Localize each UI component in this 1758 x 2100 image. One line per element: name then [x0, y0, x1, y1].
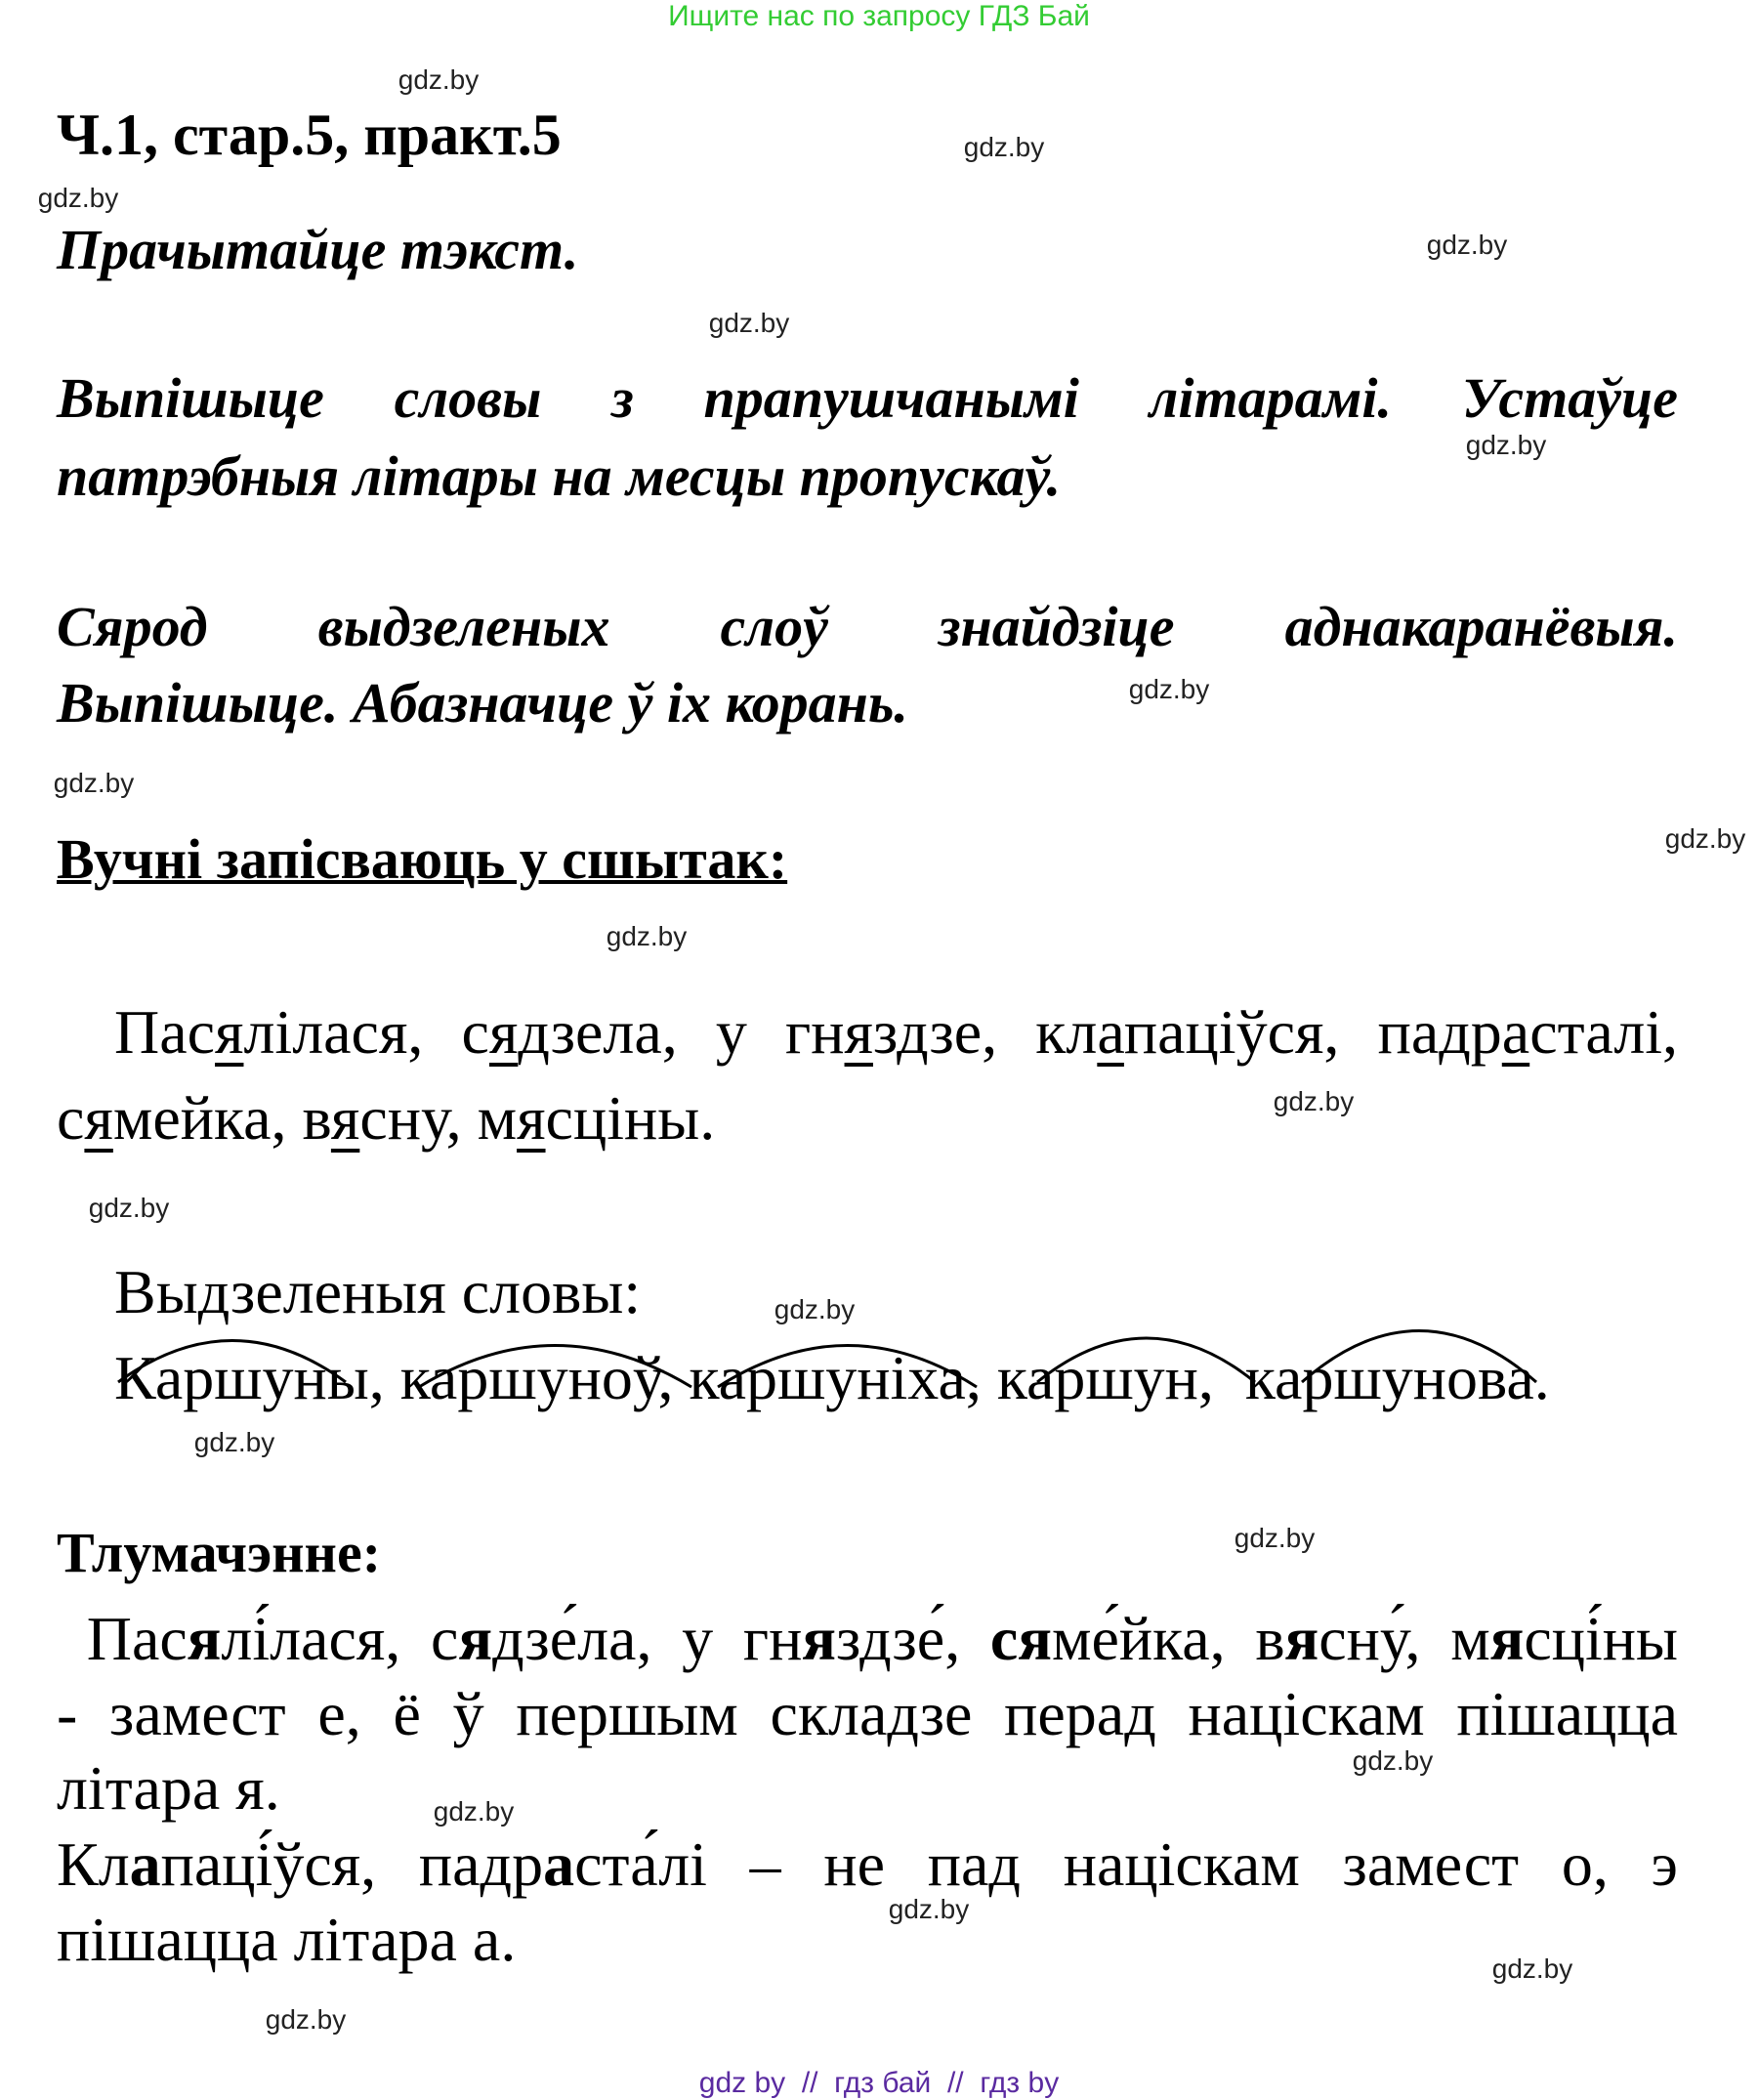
inserted-letter: а	[1501, 997, 1530, 1067]
watermark: gdz.by	[1273, 1086, 1355, 1116]
text-segment: сталі,	[1529, 997, 1679, 1067]
task-instruction-line: Выпішыце словы з прапушчанымі літарамі. Устаўце	[57, 366, 1678, 430]
watermark: gdz.by	[963, 132, 1045, 162]
explanation-line	[57, 1603, 1678, 1675]
inserted-letter: я	[517, 1083, 546, 1153]
text-segment: здзе, кл	[872, 997, 1098, 1067]
watermark: gdz.by	[1352, 1745, 1434, 1776]
watermark: gdz.by	[1128, 674, 1210, 704]
answer-line	[57, 1082, 715, 1155]
highlighted-letter: я	[1489, 1604, 1525, 1673]
watermark: gdz.by	[606, 921, 688, 951]
watermark: gdz.by	[1426, 230, 1508, 260]
text-segment: - замест е, ё ў першым складзе перад націскам пішацца	[57, 1679, 1678, 1748]
text-segment: ме́йка, в	[1051, 1604, 1285, 1673]
text-segment: лі́лася, с	[221, 1604, 459, 1673]
text-segment: пішацца літара а.	[57, 1905, 517, 1974]
text-segment: дзе́ла, у гн	[492, 1604, 803, 1673]
text-segment: Пас	[114, 997, 216, 1067]
inserted-letter: я	[215, 997, 244, 1067]
top-search-link[interactable]: Ищите нас по запросу ГДЗ Бай	[668, 0, 1090, 32]
highlighted-letter: я	[187, 1604, 222, 1673]
text-segment: паціўся, падр	[1123, 997, 1502, 1067]
footer-links[interactable]: gdz by // гдз бай // гдз by	[698, 2067, 1060, 2099]
highlighted-letter: я	[1284, 1604, 1319, 1673]
text-segment: ста́лі – не пад націскам замест о, э	[574, 1829, 1678, 1899]
explanation-heading: Тлумачэнне:	[57, 1521, 382, 1584]
inserted-letter: я	[330, 1083, 360, 1153]
inserted-letter: я	[84, 1083, 113, 1153]
highlighted-words: Каршуны, каршуноў, каршуніха, каршун, каршунова.	[114, 1343, 1550, 1412]
explanation-line	[57, 1904, 516, 1976]
inserted-letter: я	[844, 997, 873, 1067]
watermark: gdz.by	[1491, 1953, 1573, 1984]
text-segment: сціны.	[545, 1083, 716, 1153]
text-segment: літара я.	[57, 1753, 280, 1823]
answer-line	[114, 996, 1678, 1069]
task-instruction-line: патрэбныя літары на месцы пропускаў.	[57, 444, 1062, 508]
text-segment: с	[57, 1083, 85, 1153]
text-segment: паці́ўся, падр	[160, 1829, 544, 1899]
text-segment: сну́, м	[1318, 1604, 1490, 1673]
highlighted-letter: ся	[989, 1604, 1052, 1673]
watermark: gdz.by	[1234, 1523, 1316, 1553]
inserted-letter: я	[488, 997, 519, 1067]
highlighted-label: Выдзеленыя словы:	[114, 1257, 642, 1326]
watermark: gdz.by	[53, 768, 135, 798]
text-segment: лілася, с	[243, 997, 489, 1067]
highlighted-letter: а	[129, 1829, 161, 1899]
text-segment: мейка, в	[112, 1083, 331, 1153]
notebook-heading: Вучні запісваюць у сшытак:	[57, 827, 788, 891]
watermark: gdz.by	[1465, 430, 1547, 460]
text-segment: Кл	[57, 1829, 130, 1899]
highlighted-letter: я	[458, 1604, 493, 1673]
watermark: gdz.by	[88, 1193, 170, 1223]
task-instruction-line: Выпішыце. Абазначце ў іх корань.	[57, 671, 908, 735]
watermark: gdz.by	[193, 1427, 275, 1457]
explanation-line	[57, 1678, 1678, 1750]
text-segment: здзе́,	[836, 1604, 990, 1673]
watermark: gdz.by	[708, 308, 790, 338]
highlighted-letter: я	[802, 1604, 837, 1673]
text-segment: Пас	[57, 1604, 188, 1673]
watermark: gdz.by	[265, 2004, 347, 2035]
text-segment: дзела, у гн	[518, 997, 845, 1067]
highlighted-letter: а	[543, 1829, 575, 1899]
watermark: gdz.by	[433, 1796, 515, 1827]
page-title: Ч.1, стар.5, практ.5	[57, 103, 562, 167]
inserted-letter: а	[1097, 997, 1124, 1067]
watermark: gdz.by	[398, 64, 480, 95]
text-segment: сну, м	[359, 1083, 518, 1153]
text-segment: сці́ны	[1524, 1604, 1679, 1673]
task-instruction-line: Сярод выдзеленых слоў знайдзіце аднакаранёвыя.	[57, 595, 1678, 658]
explanation-line	[57, 1828, 1678, 1901]
watermark: gdz.by	[774, 1294, 856, 1324]
watermark: gdz.by	[888, 1894, 970, 1924]
watermark: gdz.by	[37, 183, 119, 213]
task-read-text: Прачытайце тэкст.	[57, 218, 579, 281]
watermark: gdz.by	[1664, 823, 1746, 854]
explanation-line	[57, 1752, 280, 1825]
